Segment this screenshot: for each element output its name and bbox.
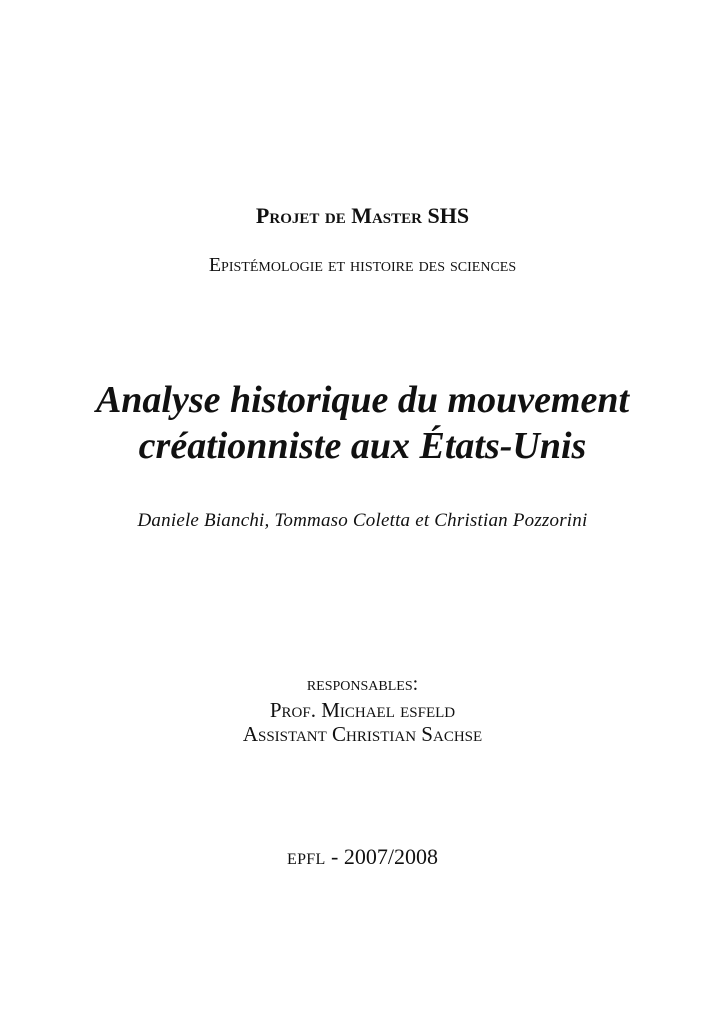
document-title-line-1: Analyse historique du mouvement	[95, 379, 630, 421]
field-subheading: Epistémologie et histoire des sciences	[208, 254, 517, 276]
supervisor-assistant: Assistant Christian Sachse	[242, 722, 483, 746]
document-title	[0, 377, 725, 469]
project-heading: Projet de Master SHS	[255, 203, 470, 228]
document-title-line-2: créationniste aux États-Unis	[138, 425, 587, 467]
academic-year: 2007/2008	[343, 844, 438, 869]
supervisor-professor: Prof. Michael esfeld	[269, 698, 456, 722]
institution-name: EPFL	[287, 851, 326, 868]
footer-separator: -	[325, 844, 344, 869]
supervisors-label: responsables:	[306, 673, 419, 695]
footer-line	[0, 844, 725, 870]
authors-line: Daniele Bianchi, Tommaso Coletta et Christian Pozzorini	[137, 510, 588, 531]
